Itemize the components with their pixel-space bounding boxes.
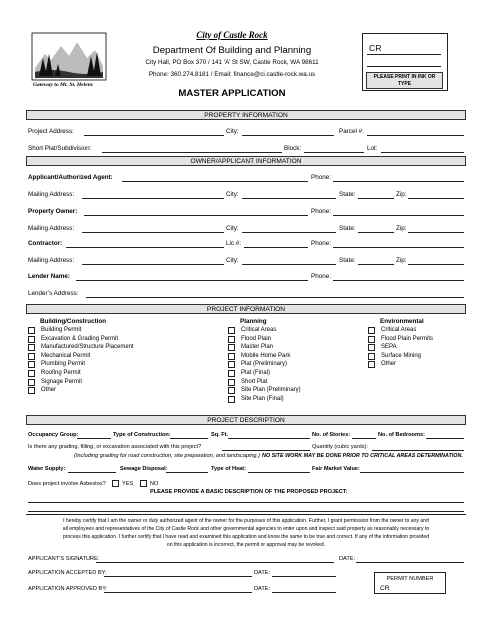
sewage-label: Sewage Disposal:	[120, 466, 168, 472]
section-project-information: PROJECT INFORMATION	[26, 304, 466, 314]
applicant-mailing-field[interactable]	[82, 190, 222, 198]
contractor-label: Contractor:	[28, 240, 63, 247]
contractor-phone-line	[333, 247, 464, 248]
contractor-phone-label: Phone:	[311, 240, 331, 247]
city-address: City Hall, PO Box 370 / 141 ‘A’ St SW, Castle Rock, WA 98611	[145, 59, 319, 66]
section-project-description: PROJECT DESCRIPTION	[26, 415, 466, 425]
col2-label: Site Plan (Preliminary)	[241, 387, 301, 394]
col2-checkbox[interactable]	[228, 327, 235, 334]
fmv-field[interactable]	[360, 464, 462, 472]
cr-underline-2	[367, 66, 441, 67]
construction-label: Type of Construction:	[113, 432, 171, 438]
col1-checkbox[interactable]	[28, 370, 35, 377]
project-address-field[interactable]	[84, 127, 222, 135]
basic-description-prompt: PLEASE PROVIDE A BASIC DESCRIPTION OF THE PROPOSED PROJECT:	[150, 489, 348, 495]
applicant-zip-field[interactable]	[408, 190, 462, 198]
col1-label: Building Permit	[41, 327, 82, 333]
col3-checkbox[interactable]	[368, 344, 375, 351]
owner-state-label: State:	[339, 225, 356, 232]
owner-zip-field[interactable]	[408, 224, 462, 232]
description-line-1	[28, 502, 464, 503]
contractor-city-field[interactable]	[242, 256, 334, 264]
section-property-information: PROPERTY INFORMATION	[26, 110, 466, 120]
approved-by-field[interactable]	[104, 584, 250, 592]
approved-date-field[interactable]	[272, 584, 334, 592]
col1-checkbox[interactable]	[28, 353, 35, 360]
accepted-by-label: APPLICATION ACCEPTED BY:	[28, 570, 107, 576]
heat-field[interactable]	[248, 464, 308, 472]
water-supply-field[interactable]	[68, 464, 116, 472]
applicant-phone-line	[333, 181, 464, 182]
form-title: MASTER APPLICATION	[178, 88, 286, 99]
signature-date-label: DATE:	[339, 556, 356, 562]
water-supply-label: Water Supply:	[28, 466, 66, 472]
project-address-line	[84, 135, 224, 136]
owner-phone-label: Phone:	[311, 208, 331, 215]
lot-line	[381, 152, 464, 153]
block-label: Block:	[284, 145, 302, 152]
grading-answer-field[interactable]	[222, 442, 308, 450]
certification-line-3: process this application. I further certify that I have read and examined this application and know the same to be true and correct. If any of the information provided	[62, 534, 430, 540]
sqft-line	[228, 438, 310, 439]
city-logo	[31, 32, 107, 88]
occupancy-field[interactable]	[77, 430, 109, 438]
col2-label: Site Plan (Final)	[241, 395, 284, 402]
sewage-field[interactable]	[166, 464, 206, 472]
quantity-field[interactable]	[372, 442, 462, 450]
col3-label: SEPA	[381, 344, 397, 351]
approved-by-label: APPLICATION APPROVED BY:	[28, 586, 108, 592]
accepted-by-line	[104, 576, 252, 577]
quantity-line	[372, 450, 464, 451]
col2-label: Flood Plain	[241, 335, 272, 342]
applicant-mailing-label: Mailing Address:	[28, 191, 75, 198]
applicant-city-label: City:	[226, 191, 239, 198]
owner-zip-line	[408, 232, 464, 233]
applicant-zip-label: Zip:	[396, 191, 407, 198]
contractor-mailing-label: Mailing Address:	[28, 257, 75, 264]
stories-field[interactable]	[352, 430, 376, 438]
sewage-line	[166, 472, 208, 473]
contractor-state-label: State:	[339, 257, 356, 264]
lic-field[interactable]	[244, 239, 306, 247]
project-city-label: City:	[226, 128, 239, 135]
stories-label: No. of Stories:	[312, 432, 351, 438]
contractor-line	[66, 247, 224, 248]
section-owner-applicant: OWNER/APPLICANT INFORMATION	[26, 156, 466, 166]
bedrooms-line	[426, 438, 464, 439]
planning-title: Planning	[240, 318, 267, 325]
contractor-city-line	[242, 264, 336, 265]
applicant-phone-label: Phone:	[311, 174, 331, 181]
lender-phone-line	[333, 280, 464, 281]
owner-zip-label: Zip:	[396, 225, 407, 232]
col3-checkbox[interactable]	[368, 353, 375, 360]
contractor-mailing-field[interactable]	[82, 256, 222, 264]
col1-label: Other	[41, 387, 57, 394]
col1-checkbox[interactable]	[28, 361, 35, 368]
applicant-state-label: State:	[339, 191, 356, 198]
owner-phone-field[interactable]	[333, 207, 462, 215]
permit-number-label: PERMIT NUMBER	[386, 576, 434, 582]
applicant-city-line	[242, 198, 336, 199]
lender-phone-label: Phone:	[311, 273, 331, 280]
col3-label: Flood Plain Permits	[381, 335, 434, 342]
lot-label: Lot:	[367, 145, 378, 152]
col1-checkbox[interactable]	[28, 327, 35, 334]
property-owner-label: Property Owner:	[28, 208, 78, 215]
accepted-date-line	[272, 576, 336, 577]
occupancy-line	[77, 438, 111, 439]
building-construction-title: Building/Construction	[40, 318, 107, 325]
owner-phone-line	[333, 215, 464, 216]
applicant-zip-line	[408, 198, 464, 199]
lic-line	[244, 247, 308, 248]
project-description-field[interactable]	[28, 496, 464, 512]
col1-checkbox[interactable]	[28, 336, 35, 343]
col1-label: Plumbing Permit	[41, 361, 86, 368]
bedrooms-label: No. of Bedrooms:	[378, 432, 425, 438]
col3-checkbox[interactable]	[368, 336, 375, 343]
lender-name-line	[76, 280, 308, 281]
contractor-field[interactable]	[66, 239, 222, 247]
col2-label: Master Plan	[241, 344, 274, 351]
col3-label: Surface Mining	[381, 352, 422, 359]
short-plat-label: Short Plat/Subdivision:	[28, 145, 92, 152]
project-city-line	[242, 135, 334, 136]
asbestos-question: Does project involve Asbestos?	[28, 481, 106, 487]
lender-phone-field[interactable]	[333, 272, 462, 280]
col2-checkbox[interactable]	[228, 336, 235, 343]
cr-label: CR	[369, 43, 382, 53]
col2-checkbox[interactable]	[228, 396, 235, 403]
applicant-label: Applicant/Authorized Agent:	[28, 174, 113, 181]
parcel-line	[367, 135, 464, 136]
applicant-signature-line	[96, 562, 334, 563]
permit-cr-label: CR	[380, 585, 390, 592]
applicant-line	[122, 181, 308, 182]
applicant-field[interactable]	[122, 173, 306, 181]
lender-address-label: Lender’s Address:	[28, 290, 79, 297]
col2-label: Plat (Preliminary)	[241, 361, 288, 368]
property-owner-line	[84, 215, 308, 216]
owner-state-field[interactable]	[358, 224, 392, 232]
owner-mailing-label: Mailing Address:	[28, 225, 75, 232]
applicant-signature-label: APPLICANT’S SIGNATURE:	[28, 556, 100, 562]
project-address-label: Project Address:	[28, 128, 74, 135]
certification-line-1: I hereby certify that I am the owner or duly authorized agent of the owner for the purposes of this application. Further, I grant permission from the owner to any and	[63, 518, 429, 524]
owner-state-line	[358, 232, 394, 233]
grading-warning: NO SITE WORK MAY BE DONE PRIOR TO CRITICAL AREAS DETERMINATION.	[262, 453, 463, 459]
certification-line-2: all employees and representatives of the City of Castle Rock and other governmental agencies to enter upon and inspect said property as reasonably necessary to	[62, 526, 430, 532]
col1-label: Signage Permit	[41, 378, 83, 385]
contractor-state-field[interactable]	[358, 256, 392, 264]
short-plat-line	[102, 152, 282, 153]
sqft-label: Sq. Ft.	[211, 432, 229, 438]
col3-checkbox[interactable]	[368, 361, 375, 368]
col2-checkbox[interactable]	[228, 370, 235, 377]
asbestos-no-label: NO	[150, 481, 159, 487]
quantity-label: Quantity (cubic yards):	[312, 444, 368, 450]
grading-question: Is there any grading, filling, or excavation associated with this project?	[28, 444, 202, 450]
parcel-field[interactable]	[367, 127, 462, 135]
lic-label: Lic #:	[226, 240, 242, 247]
grading-note: (Including grading for road construction, site preparation, and landscaping.)	[74, 453, 260, 459]
col3-checkbox[interactable]	[368, 327, 375, 334]
parcel-label: Parcel #:	[339, 128, 364, 135]
cr-underline-1	[367, 54, 441, 55]
accepted-date-label: DATE:	[254, 570, 271, 576]
construction-field[interactable]	[170, 430, 206, 438]
applicant-mailing-line	[82, 198, 224, 199]
fmv-label: Fair Market Value:	[312, 466, 360, 472]
applicant-phone-field[interactable]	[333, 173, 462, 181]
accepted-by-field[interactable]	[104, 568, 250, 576]
col1-checkbox[interactable]	[28, 379, 35, 386]
col1-label: Excavation & Grading Permit	[41, 335, 119, 342]
description-line-2	[28, 511, 464, 512]
construction-line	[170, 438, 208, 439]
block-line	[304, 152, 364, 153]
logo-caption: Gateway to Mt. St. Helens	[33, 82, 93, 88]
signature-date-field[interactable]	[356, 554, 462, 562]
cr-number-field[interactable]	[383, 45, 441, 53]
accepted-date-field[interactable]	[272, 568, 334, 576]
col2-label: Mobile Home Park	[241, 352, 291, 359]
lot-field[interactable]	[381, 144, 462, 152]
approved-date-line	[272, 592, 336, 593]
applicant-state-field[interactable]	[358, 190, 392, 198]
col1-label: Mechanical Permit	[41, 352, 91, 359]
col2-label: Critical Areas	[241, 327, 277, 333]
permit-number-line	[380, 593, 440, 594]
asbestos-yes-checkbox[interactable]	[112, 480, 119, 487]
contractor-city-label: City:	[226, 257, 239, 264]
applicant-state-line	[358, 198, 394, 199]
signature-date-line	[356, 562, 464, 563]
contractor-zip-field[interactable]	[408, 256, 462, 264]
permit-number-field[interactable]	[390, 585, 440, 593]
asbestos-no-checkbox[interactable]	[140, 480, 147, 487]
bedrooms-field[interactable]	[426, 430, 462, 438]
lender-address-line	[86, 297, 464, 298]
city-contact: Phone: 360.274.8181 / Email: finance@ci.castle-rock.wa.us	[148, 71, 316, 78]
block-field[interactable]	[304, 144, 362, 152]
contractor-mailing-line	[82, 264, 224, 265]
city-title: City of Castle Rock	[196, 30, 268, 40]
certification-line-4: on this application is incorrect, the permit or approval may be revoked.	[166, 542, 326, 548]
contractor-zip-label: Zip:	[396, 257, 407, 264]
col2-label: Plat (Final)	[241, 370, 271, 376]
approved-date-label: DATE:	[254, 586, 271, 592]
grading-answer-line	[222, 450, 310, 451]
col1-label: Roofing Permit	[41, 370, 81, 376]
sqft-field[interactable]	[228, 430, 308, 438]
col1-checkbox[interactable]	[28, 387, 35, 394]
applicant-city-field[interactable]	[242, 190, 334, 198]
occupancy-label: Occupancy Group:	[28, 432, 79, 438]
department-name: Department Of Building and Planning	[152, 45, 312, 56]
owner-city-field[interactable]	[242, 224, 334, 232]
col1-label: Manufactured/Structure Placement	[41, 344, 134, 351]
fmv-line	[360, 472, 464, 473]
approved-by-line	[104, 592, 252, 593]
certification-divider	[26, 514, 466, 515]
col3-label: Other	[381, 361, 397, 368]
environmental-title: Environmental	[380, 318, 424, 325]
col2-label: Short Plat	[241, 378, 268, 385]
property-owner-field[interactable]	[84, 207, 306, 215]
col2-checkbox[interactable]	[228, 387, 235, 394]
col2-checkbox[interactable]	[228, 361, 235, 368]
heat-label: Type of Heat:	[211, 466, 247, 472]
col3-label: Critical Areas	[381, 327, 417, 333]
col1-checkbox[interactable]	[28, 344, 35, 351]
owner-city-label: City:	[226, 225, 239, 232]
contractor-state-line	[358, 264, 394, 265]
contractor-phone-field[interactable]	[333, 239, 462, 247]
owner-mailing-line	[82, 232, 224, 233]
asbestos-yes-label: YES	[122, 481, 134, 487]
project-city-field[interactable]	[242, 127, 332, 135]
stories-line	[352, 438, 376, 439]
print-note: PLEASE PRINT IN INK OR TYPE	[373, 74, 436, 87]
col2-checkbox[interactable]	[228, 353, 235, 360]
lender-address-field[interactable]	[86, 289, 462, 297]
col2-checkbox[interactable]	[228, 344, 235, 351]
lender-name-label: Lender Name:	[28, 273, 70, 280]
water-supply-line	[68, 472, 116, 473]
contractor-zip-line	[408, 264, 464, 265]
owner-mailing-field[interactable]	[82, 224, 222, 232]
lender-name-field[interactable]	[76, 272, 306, 280]
heat-line	[248, 472, 310, 473]
owner-city-line	[242, 232, 336, 233]
short-plat-field[interactable]	[102, 144, 280, 152]
applicant-signature-field[interactable]	[96, 554, 332, 562]
col2-checkbox[interactable]	[228, 379, 235, 386]
